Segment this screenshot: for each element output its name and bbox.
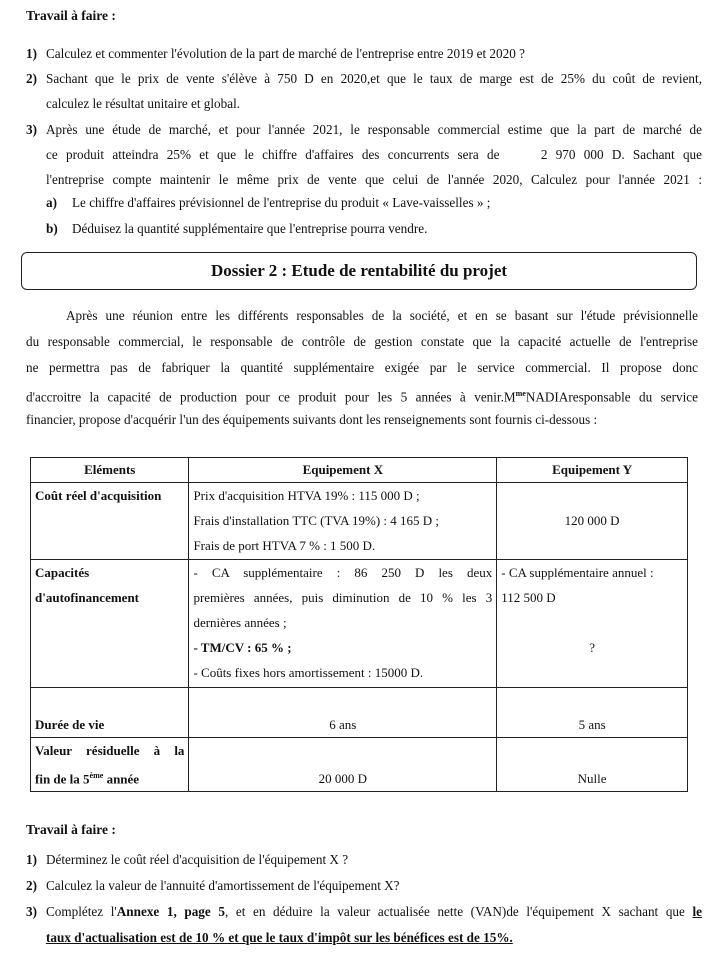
table-row [31,688,688,738]
q3-line1-start: Complétez l' [46,904,117,919]
table-header-row [31,458,688,483]
shipping-fees: Frais de port HTVA 7 % : 1 500 D. [193,538,376,553]
caf-x-line-1: - CA supplémentaire : 86 250 D les deux [193,565,493,580]
paragraph-line-4 [26,381,698,407]
caf-y-line-1: - CA supplémentaire annuel : [501,565,654,580]
work-heading-2: Travail à faire : [26,822,116,837]
dossier-title: Dossier 2 : Etude de rentabilité du projet [210,261,508,280]
caf-x-line-2: premières années, puis diminution de 10 % les 3 [193,590,493,605]
question-2-line-2: calculez le résultat unitaire et global. [46,96,241,111]
caf-x-line-5: - Coûts fixes hors amortissement : 15000 D. [193,665,424,680]
installation-fees: Frais d'installation TTC (TVA 19%) : 4 165 D ; [193,513,440,528]
residual-label-superscript: ème [89,771,104,780]
row-lifetime-y [497,688,688,738]
table-row [31,738,688,792]
row-acquisition-y [497,483,688,560]
caf-x-line-3: dernières années ; [193,615,287,630]
question-2-3-line-1 [46,900,702,924]
sub-question-a-letter: a) [46,195,57,210]
lifetime-x-value: 6 ans [329,717,357,732]
table-row [31,560,688,688]
row-caf-label [31,560,189,688]
question-2-3-number: 3) [26,904,37,919]
residual-y-value: Nulle [577,771,607,787]
question-1-text: Calculez et commenter l'évolution de la part de marché de l'entreprise entre 2019 et 2020 ? [46,46,525,61]
paragraph-line-5: financier, propose d'acquérir l'un des équipements suivants dont les renseignements sont fournis ci-dessous : [26,412,598,427]
question-3-line-3: l'entreprise compte maintenir le même prix de vente que celui de l'année 2020, Calculez pour l'année 2021 : [46,172,702,187]
row-acquisition-label-text: Coût réel d'acquisition [35,488,162,503]
row-residual-label [31,738,189,792]
header-equipment-y: Equipement Y [497,458,688,483]
question-2-1-text: Déterminez le coût réel d'acquisition de l'équipement X ? [46,852,349,867]
sub-question-a-text: Le chiffre d'affaires prévisionnel de l'entreprise du produit « Lave-vaisselles » ; [72,195,491,210]
paragraph-line-1: Après une réunion entre les différents responsables de la société, et en se basant sur l'étude prévisionnelle [66,308,698,323]
sub-question-b-text: Déduisez la quantité supplémentaire que l'entreprise pourra vendre. [72,221,428,236]
q3-line1-middle: , et en déduire la valeur actualisée nette (VAN)de l'équipement X sachant que [224,904,693,919]
question-1-number: 1) [26,46,37,61]
question-2-3-line-2: taux d'actualisation est de 10 % et que le taux d'impôt sur les bénéfices est de 15%. [46,930,513,945]
caf-x-line-4: - TM/CV : 65 % ; [193,640,292,655]
paragraph-line-4b: NADIAresponsable du service [525,389,698,405]
residual-label-line-2b: année [103,771,140,787]
residual-label-line-1: Valeur résiduelle à la [35,743,185,758]
work-heading-1: Travail à faire : [26,8,116,23]
acquisition-y-value: 120 000 D [564,513,620,528]
question-2-1-number: 1) [26,852,37,867]
row-caf-y [497,560,688,688]
annex-reference: Annexe 1, page 5 [116,904,225,919]
row-residual-y [497,738,688,792]
equipment-table [30,457,688,792]
caf-y-line-2: 112 500 D [501,590,556,605]
paragraph-line-3: ne permettra pas de fabriquer la quantité supplémentaire exigée par le service commercial. Il propose donc [26,360,698,375]
question-2-line-1: Sachant que le prix de vente s'élève à 750 D en 2020,et que le taux de marge est de 25% du coût de revient, [46,71,702,86]
header-elements: Eléments [31,458,189,483]
question-3-number: 3) [26,122,37,137]
row-lifetime-label [31,688,189,738]
paragraph-line-4-superscript: me [515,389,526,398]
row-acquisition-label [31,483,189,560]
caf-label-line-1: Capacités [35,565,90,580]
question-3-line-1: Après une étude de marché, et pour l'année 2021, le responsable commercial estime que la part de marché de [46,122,702,137]
q3-line1-underlined: le [692,904,702,919]
residual-x-value: 20 000 D [318,771,368,787]
paragraph-line-4a: d'accroitre la capacité de production pour ce produit pour les 5 années à venir.M [26,389,516,405]
question-2-2-text: Calculez la valeur de l'annuité d'amortissement de l'équipement X? [46,878,400,893]
residual-label-line-2a: fin de la 5 [35,771,90,787]
caf-y-unknown: ? [589,640,595,655]
question-3-line-2: ce produit atteindra 25% et que le chiffre d'affaires des concurrents sera de 2 970 000 D. Sachant que [46,147,702,162]
row-caf-x [189,560,497,688]
acquisition-price: Prix d'acquisition HTVA 19% : 115 000 D ; [193,488,420,503]
header-equipment-x: Equipement X [189,458,497,483]
lifetime-label-text: Durée de vie [35,717,105,732]
dossier-title-box [21,252,697,290]
lifetime-y-value: 5 ans [578,717,606,732]
table-row [31,483,688,560]
intro-paragraph [26,303,698,433]
residual-label-line-2 [35,763,184,791]
question-2-number: 2) [26,71,37,86]
caf-label-line-2: d'autofinancement [35,590,139,605]
paragraph-line-2: du responsable commercial, le responsable de contrôle de gestion constate que la capacité actuelle de l'entreprise [26,334,698,349]
question-2-2-number: 2) [26,878,37,893]
row-residual-x [189,738,497,792]
row-acquisition-x [189,483,497,560]
row-lifetime-x [189,688,497,738]
sub-question-b-letter: b) [46,221,58,236]
